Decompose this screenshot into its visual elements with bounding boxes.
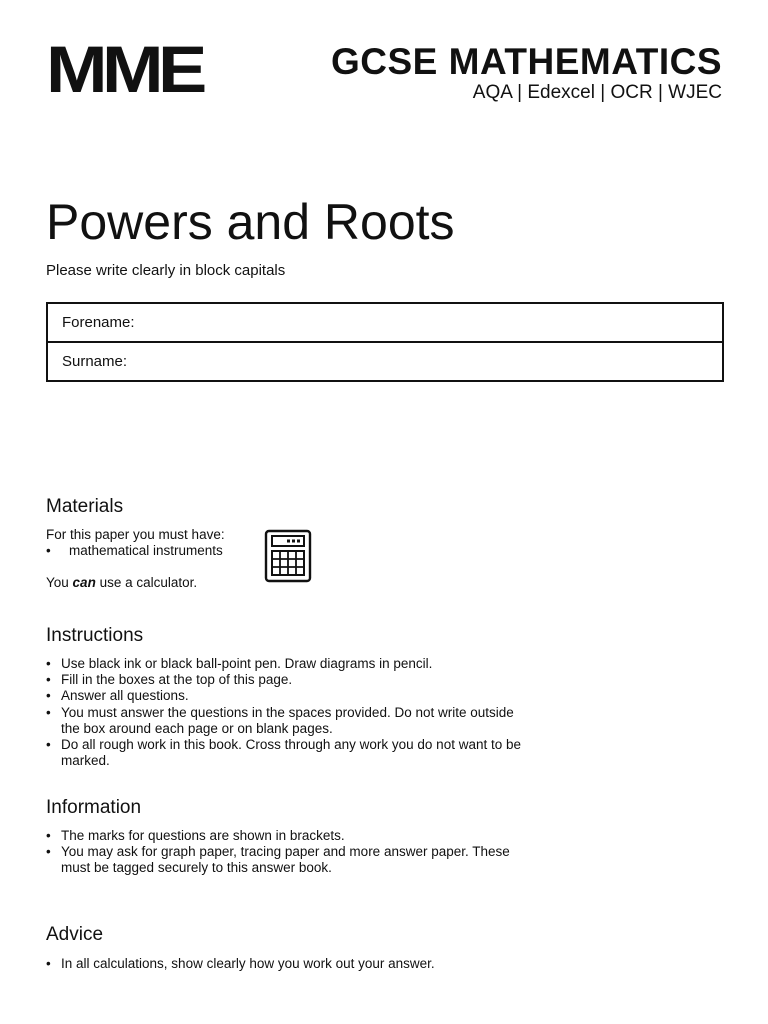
- exam-boards: AQA | Edexcel | OCR | WJEC: [472, 82, 722, 103]
- list-item: • mathematical instruments: [46, 543, 246, 559]
- list-item: • You may ask for graph paper, tracing paper and more answer paper. These must be tagged securely to this answer book.: [46, 844, 526, 876]
- name-box: [46, 302, 724, 382]
- list-item: • Do all rough work in this book. Cross through any work you do not want to be marked.: [46, 737, 526, 769]
- subject-title: GCSE MATHEMATICS: [330, 41, 722, 82]
- instructions-list: [46, 656, 526, 769]
- calculator-note: You can use a calculator.: [46, 575, 198, 590]
- mme-logo: MME: [46, 32, 202, 106]
- list-item: • Fill in the boxes at the top of this page.: [46, 672, 526, 688]
- materials-heading: Materials: [46, 496, 124, 517]
- forename-field[interactable]: [48, 304, 722, 341]
- list-item: • You must answer the questions in the spaces provided. Do not write outside the box around each page or on blank pages.: [46, 705, 526, 737]
- header-right: [331, 42, 722, 104]
- information-heading: Information: [46, 797, 142, 818]
- materials-intro: For this paper you must have:: [46, 527, 225, 542]
- advice-list: [46, 956, 526, 972]
- surname-field[interactable]: [48, 341, 722, 380]
- forename-label: Forename:: [62, 314, 135, 331]
- instructions-heading: Instructions: [46, 625, 144, 646]
- materials-list: [46, 543, 246, 559]
- list-item: • The marks for questions are shown in brackets.: [46, 828, 526, 844]
- calculator-icon: [264, 529, 312, 583]
- page-title: Powers and Roots: [46, 194, 455, 250]
- information-list: [46, 828, 526, 877]
- subtitle: Please write clearly in block capitals: [46, 262, 286, 279]
- list-item: • Answer all questions.: [46, 688, 526, 704]
- surname-label: Surname:: [62, 353, 128, 370]
- list-item: • Use black ink or black ball-point pen. Draw diagrams in pencil.: [46, 656, 526, 672]
- list-item: • In all calculations, show clearly how you work out your answer.: [46, 956, 526, 972]
- advice-heading: Advice: [46, 924, 104, 945]
